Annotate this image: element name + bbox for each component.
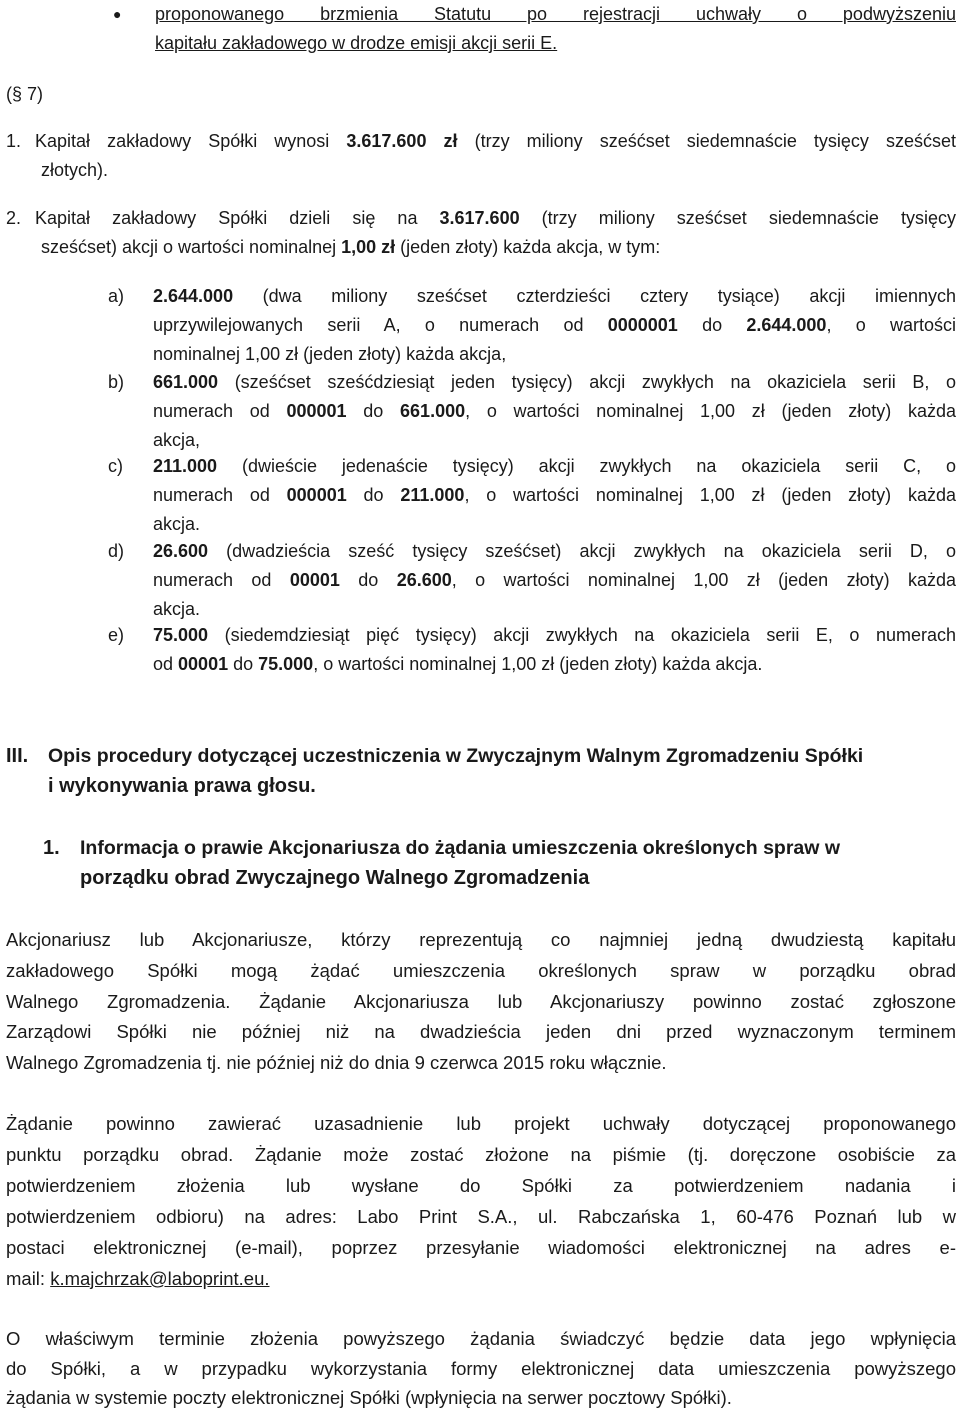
share-count: 3.617.600 xyxy=(439,208,520,228)
subsection-number: 1. xyxy=(43,837,60,859)
item-label: d) xyxy=(108,541,125,561)
series-item-a: a) 2.644.000 (dwa miliony sześćset czterdzieści cztery tysiące) akcji imiennych uprzywilejowanych serii A, o numerach od 0000001 do 2.644.000, o wartości nominalnej 1,00 zł (jeden złoty) każda akcja, xyxy=(108,282,956,369)
paragraph-right-to-request: Akcjonariusz lub Akcjonariusze, którzy reprezentują co najmniej jedną dwudziestą kapitału zakładowego Spółki mogą żądać umieszczenia określonych spraw w porządku obrad Walnego Zgromadzenia. Żądanie Akcjonariusza lub Akcjonariuszy powinno zostać zgłoszone Zarządowi Spółki nie później niż na dwadzieścia jeden dni przed wyznaczonym terminem Walnego Zgromadzenia tj. nie później niż do dnia 9 czerwca 2015 roku włącznie. xyxy=(6,929,956,1074)
clause-number: 2. xyxy=(6,208,22,228)
section-number: III. xyxy=(6,745,29,767)
item-label: e) xyxy=(108,625,125,645)
clause-number: 1. xyxy=(6,131,22,151)
item-label: a) xyxy=(108,286,125,306)
item-label: c) xyxy=(108,456,123,476)
bullet-text-line: proponowanego brzmienia Statutu po rejestracji uchwały o podwyższeniu xyxy=(155,4,956,24)
clause-line: złotych). xyxy=(41,160,109,180)
bullet-text-line: kapitału zakładowego w drodze emisji akcji serii E. xyxy=(155,33,558,53)
paragraph-request-form: Żądanie powinno zawierać uzasadnienie lub projekt uchwały dotyczącej proponowanego punktu porządku obrad. Żądanie może zostać złożone na piśmie (tj. doręczone osobiście za potwierdzeniem złożenia lub wysłane do Spółki za potwierdzeniem nadania i potwierdzeniem odbioru) na adres: Labo Print S.A., ul. Rabczańska 1, 60-476 Poznań lub w postaci elektronicznej (e-mail), poprzez przesyłanie wiadomości elektronicznej na adres e- mail: k.majchrzak@laboprint.eu. xyxy=(6,1113,956,1289)
paragraph-filing-date: O właściwym terminie złożenia powyższego żądania świadczyć będzie data jego wpłynięcia do Spółki, a w przypadku wykorzystania formy elektronicznej data umieszczenia powyższego żądania w systemie poczty elektronicznej Spółki (wpłynięcia na serwer pocztowy Spółki). xyxy=(6,1328,956,1408)
section-reference: (§ 7) xyxy=(6,84,44,104)
item-label: b) xyxy=(108,372,125,392)
clause-line: sześćset) akcji o wartości nominalnej 1,00 zł (jeden złoty) każda akcja, w tym: xyxy=(41,237,661,257)
series-item-e: e) 75.000 (siedemdziesiąt pięć tysięcy) akcji zwykłych na okaziciela serii E, o numerach od 00001 do 75.000, o wartości nominalnej 1,00 zł (jeden złoty) każda akcja. xyxy=(108,621,956,679)
email-link[interactable]: k.majchrzak@laboprint.eu. xyxy=(50,1268,270,1289)
series-item-d: d) 26.600 (dwadzieścia sześć tysięcy sześćset) akcji zwykłych na okaziciela serii D, o numerach od 00001 do 26.600, o wartości nominalnej 1,00 zł (jeden złoty) każda akcja. xyxy=(108,537,956,624)
bullet-marker: ● xyxy=(113,6,122,22)
series-item-c: c) 211.000 (dwieście jedenaście tysięcy) akcji zwykłych na okaziciela serii C, o numerach od 000001 do 211.000, o wartości nominalnej 1,00 zł (jeden złoty) każda akcja. xyxy=(108,452,956,539)
clause-line: Kapitał zakładowy Spółki dzieli się na 3.617.600 (trzy miliony sześćset siedemnaście tysięcy xyxy=(35,208,956,228)
clause-line: Kapitał zakładowy Spółki wynosi 3.617.600 zł (trzy miliony sześćset siedemnaście tysięcy sześćset xyxy=(35,131,956,151)
capital-amount: 3.617.600 zł xyxy=(346,131,458,151)
series-item-b: b) 661.000 (sześćset sześćdziesiąt jeden tysięcy) akcji zwykłych na okaziciela serii B, o numerach od 000001 do 661.000, o wartości nominalnej 1,00 zł (jeden złoty) każda akcja, xyxy=(108,368,956,455)
